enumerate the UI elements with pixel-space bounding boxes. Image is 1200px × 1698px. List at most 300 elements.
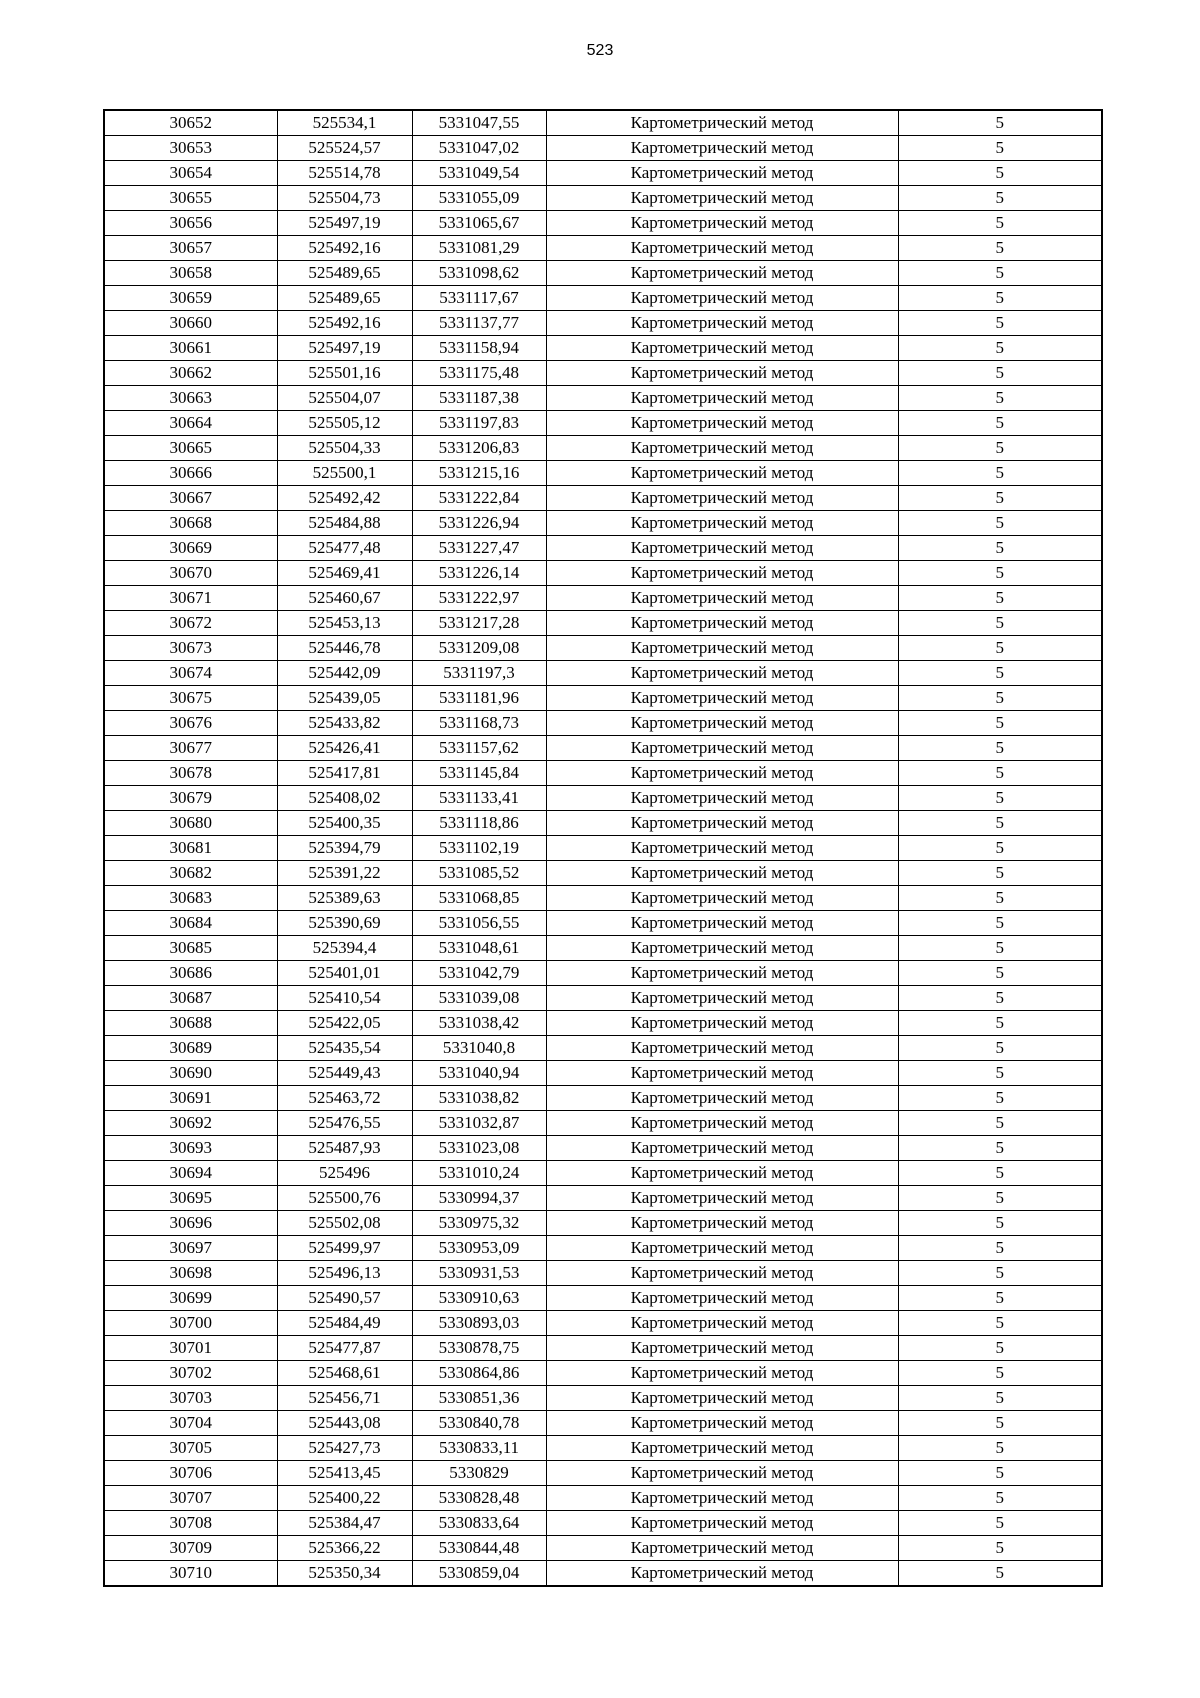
point-number-cell: 30680 xyxy=(104,811,277,836)
precision-cell: 5 xyxy=(898,886,1102,911)
table-row xyxy=(104,261,1102,286)
x-coordinate-cell: 525492,16 xyxy=(277,236,412,261)
precision-cell: 5 xyxy=(898,110,1102,136)
precision-cell: 5 xyxy=(898,1436,1102,1461)
point-number-cell: 30663 xyxy=(104,386,277,411)
point-number-cell: 30683 xyxy=(104,886,277,911)
y-coordinate-cell: 5331145,84 xyxy=(412,761,546,786)
table-row xyxy=(104,536,1102,561)
y-coordinate-cell: 5331197,3 xyxy=(412,661,546,686)
method-cell: Картометрический метод xyxy=(546,1211,898,1236)
y-coordinate-cell: 5331209,08 xyxy=(412,636,546,661)
point-number-cell: 30694 xyxy=(104,1161,277,1186)
table-row xyxy=(104,836,1102,861)
method-cell: Картометрический метод xyxy=(546,586,898,611)
precision-cell: 5 xyxy=(898,461,1102,486)
x-coordinate-cell: 525384,47 xyxy=(277,1511,412,1536)
x-coordinate-cell: 525484,88 xyxy=(277,511,412,536)
table-row xyxy=(104,1136,1102,1161)
point-number-cell: 30707 xyxy=(104,1486,277,1511)
table-row xyxy=(104,661,1102,686)
x-coordinate-cell: 525492,42 xyxy=(277,486,412,511)
method-cell: Картометрический метод xyxy=(546,186,898,211)
x-coordinate-cell: 525504,07 xyxy=(277,386,412,411)
precision-cell: 5 xyxy=(898,1286,1102,1311)
method-cell: Картометрический метод xyxy=(546,936,898,961)
method-cell: Картометрический метод xyxy=(546,911,898,936)
point-number-cell: 30701 xyxy=(104,1336,277,1361)
method-cell: Картометрический метод xyxy=(546,1086,898,1111)
precision-cell: 5 xyxy=(898,261,1102,286)
point-number-cell: 30705 xyxy=(104,1436,277,1461)
method-cell: Картометрический метод xyxy=(546,1236,898,1261)
y-coordinate-cell: 5331217,28 xyxy=(412,611,546,636)
point-number-cell: 30692 xyxy=(104,1111,277,1136)
precision-cell: 5 xyxy=(898,711,1102,736)
x-coordinate-cell: 525497,19 xyxy=(277,211,412,236)
table-row xyxy=(104,1436,1102,1461)
precision-cell: 5 xyxy=(898,761,1102,786)
y-coordinate-cell: 5331038,42 xyxy=(412,1011,546,1036)
y-coordinate-cell: 5331206,83 xyxy=(412,436,546,461)
y-coordinate-cell: 5330851,36 xyxy=(412,1386,546,1411)
method-cell: Картометрический метод xyxy=(546,110,898,136)
x-coordinate-cell: 525489,65 xyxy=(277,286,412,311)
method-cell: Картометрический метод xyxy=(546,236,898,261)
method-cell: Картометрический метод xyxy=(546,961,898,986)
table-row xyxy=(104,911,1102,936)
point-number-cell: 30657 xyxy=(104,236,277,261)
y-coordinate-cell: 5331098,62 xyxy=(412,261,546,286)
y-coordinate-cell: 5331222,97 xyxy=(412,586,546,611)
point-number-cell: 30704 xyxy=(104,1411,277,1436)
table-row xyxy=(104,461,1102,486)
x-coordinate-cell: 525489,65 xyxy=(277,261,412,286)
y-coordinate-cell: 5331085,52 xyxy=(412,861,546,886)
x-coordinate-cell: 525456,71 xyxy=(277,1386,412,1411)
y-coordinate-cell: 5331102,19 xyxy=(412,836,546,861)
precision-cell: 5 xyxy=(898,336,1102,361)
point-number-cell: 30679 xyxy=(104,786,277,811)
table-row xyxy=(104,586,1102,611)
x-coordinate-cell: 525504,73 xyxy=(277,186,412,211)
precision-cell: 5 xyxy=(898,186,1102,211)
y-coordinate-cell: 5331081,29 xyxy=(412,236,546,261)
table-row xyxy=(104,336,1102,361)
y-coordinate-cell: 5331215,16 xyxy=(412,461,546,486)
table-row xyxy=(104,211,1102,236)
method-cell: Картометрический метод xyxy=(546,136,898,161)
y-coordinate-cell: 5330859,04 xyxy=(412,1561,546,1587)
table-row xyxy=(104,1561,1102,1587)
point-number-cell: 30661 xyxy=(104,336,277,361)
table-row xyxy=(104,1186,1102,1211)
y-coordinate-cell: 5330833,64 xyxy=(412,1511,546,1536)
table-row xyxy=(104,986,1102,1011)
x-coordinate-cell: 525453,13 xyxy=(277,611,412,636)
y-coordinate-cell: 5330864,86 xyxy=(412,1361,546,1386)
point-number-cell: 30669 xyxy=(104,536,277,561)
point-number-cell: 30681 xyxy=(104,836,277,861)
table-row xyxy=(104,711,1102,736)
method-cell: Картометрический метод xyxy=(546,1361,898,1386)
method-cell: Картометрический метод xyxy=(546,636,898,661)
y-coordinate-cell: 5331187,38 xyxy=(412,386,546,411)
point-number-cell: 30666 xyxy=(104,461,277,486)
precision-cell: 5 xyxy=(898,1086,1102,1111)
x-coordinate-cell: 525468,61 xyxy=(277,1361,412,1386)
precision-cell: 5 xyxy=(898,1411,1102,1436)
method-cell: Картометрический метод xyxy=(546,811,898,836)
y-coordinate-cell: 5331181,96 xyxy=(412,686,546,711)
table-row xyxy=(104,786,1102,811)
point-number-cell: 30653 xyxy=(104,136,277,161)
method-cell: Картометрический метод xyxy=(546,1286,898,1311)
x-coordinate-cell: 525408,02 xyxy=(277,786,412,811)
x-coordinate-cell: 525410,54 xyxy=(277,986,412,1011)
x-coordinate-cell: 525400,22 xyxy=(277,1486,412,1511)
precision-cell: 5 xyxy=(898,1261,1102,1286)
x-coordinate-cell: 525500,76 xyxy=(277,1186,412,1211)
y-coordinate-cell: 5331023,08 xyxy=(412,1136,546,1161)
y-coordinate-cell: 5331168,73 xyxy=(412,711,546,736)
method-cell: Картометрический метод xyxy=(546,1111,898,1136)
table-row xyxy=(104,1311,1102,1336)
x-coordinate-cell: 525446,78 xyxy=(277,636,412,661)
method-cell: Картометрический метод xyxy=(546,711,898,736)
y-coordinate-cell: 5331118,86 xyxy=(412,811,546,836)
precision-cell: 5 xyxy=(898,936,1102,961)
point-number-cell: 30700 xyxy=(104,1311,277,1336)
method-cell: Картометрический метод xyxy=(546,1161,898,1186)
method-cell: Картометрический метод xyxy=(546,1461,898,1486)
point-number-cell: 30675 xyxy=(104,686,277,711)
x-coordinate-cell: 525460,67 xyxy=(277,586,412,611)
method-cell: Картометрический метод xyxy=(546,686,898,711)
x-coordinate-cell: 525366,22 xyxy=(277,1536,412,1561)
method-cell: Картометрический метод xyxy=(546,286,898,311)
precision-cell: 5 xyxy=(898,586,1102,611)
precision-cell: 5 xyxy=(898,161,1102,186)
x-coordinate-cell: 525427,73 xyxy=(277,1436,412,1461)
precision-cell: 5 xyxy=(898,1461,1102,1486)
method-cell: Картометрический метод xyxy=(546,161,898,186)
table-row xyxy=(104,386,1102,411)
x-coordinate-cell: 525476,55 xyxy=(277,1111,412,1136)
y-coordinate-cell: 5331055,09 xyxy=(412,186,546,211)
method-cell: Картометрический метод xyxy=(546,1386,898,1411)
y-coordinate-cell: 5331039,08 xyxy=(412,986,546,1011)
y-coordinate-cell: 5331048,61 xyxy=(412,936,546,961)
method-cell: Картометрический метод xyxy=(546,1411,898,1436)
point-number-cell: 30654 xyxy=(104,161,277,186)
table-row xyxy=(104,961,1102,986)
y-coordinate-cell: 5331226,14 xyxy=(412,561,546,586)
point-number-cell: 30659 xyxy=(104,286,277,311)
x-coordinate-cell: 525514,78 xyxy=(277,161,412,186)
y-coordinate-cell: 5330844,48 xyxy=(412,1536,546,1561)
precision-cell: 5 xyxy=(898,1386,1102,1411)
precision-cell: 5 xyxy=(898,486,1102,511)
y-coordinate-cell: 5331038,82 xyxy=(412,1086,546,1111)
point-number-cell: 30656 xyxy=(104,211,277,236)
x-coordinate-cell: 525390,69 xyxy=(277,911,412,936)
method-cell: Картометрический метод xyxy=(546,986,898,1011)
x-coordinate-cell: 525394,79 xyxy=(277,836,412,861)
point-number-cell: 30671 xyxy=(104,586,277,611)
y-coordinate-cell: 5330975,32 xyxy=(412,1211,546,1236)
y-coordinate-cell: 5331040,94 xyxy=(412,1061,546,1086)
table-row xyxy=(104,436,1102,461)
x-coordinate-cell: 525422,05 xyxy=(277,1011,412,1036)
y-coordinate-cell: 5330953,09 xyxy=(412,1236,546,1261)
precision-cell: 5 xyxy=(898,1561,1102,1587)
y-coordinate-cell: 5331222,84 xyxy=(412,486,546,511)
x-coordinate-cell: 525426,41 xyxy=(277,736,412,761)
page-number: 523 xyxy=(586,42,614,59)
x-coordinate-cell: 525490,57 xyxy=(277,1286,412,1311)
precision-cell: 5 xyxy=(898,986,1102,1011)
table-row xyxy=(104,1211,1102,1236)
table-row xyxy=(104,811,1102,836)
y-coordinate-cell: 5330910,63 xyxy=(412,1286,546,1311)
y-coordinate-cell: 5331175,48 xyxy=(412,361,546,386)
table-row xyxy=(104,561,1102,586)
point-number-cell: 30703 xyxy=(104,1386,277,1411)
y-coordinate-cell: 5331158,94 xyxy=(412,336,546,361)
table-row xyxy=(104,1411,1102,1436)
point-number-cell: 30698 xyxy=(104,1261,277,1286)
coordinates-table xyxy=(103,109,1103,1587)
point-number-cell: 30684 xyxy=(104,911,277,936)
method-cell: Картометрический метод xyxy=(546,1561,898,1587)
method-cell: Картометрический метод xyxy=(546,511,898,536)
point-number-cell: 30696 xyxy=(104,1211,277,1236)
precision-cell: 5 xyxy=(898,386,1102,411)
y-coordinate-cell: 5331068,85 xyxy=(412,886,546,911)
precision-cell: 5 xyxy=(898,361,1102,386)
method-cell: Картометрический метод xyxy=(546,1536,898,1561)
x-coordinate-cell: 525484,49 xyxy=(277,1311,412,1336)
table-row xyxy=(104,1111,1102,1136)
point-number-cell: 30687 xyxy=(104,986,277,1011)
x-coordinate-cell: 525391,22 xyxy=(277,861,412,886)
point-number-cell: 30660 xyxy=(104,311,277,336)
table-row xyxy=(104,1386,1102,1411)
x-coordinate-cell: 525469,41 xyxy=(277,561,412,586)
table-row xyxy=(104,636,1102,661)
method-cell: Картометрический метод xyxy=(546,611,898,636)
precision-cell: 5 xyxy=(898,1211,1102,1236)
precision-cell: 5 xyxy=(898,911,1102,936)
x-coordinate-cell: 525504,33 xyxy=(277,436,412,461)
point-number-cell: 30686 xyxy=(104,961,277,986)
table-row xyxy=(104,236,1102,261)
x-coordinate-cell: 525433,82 xyxy=(277,711,412,736)
precision-cell: 5 xyxy=(898,311,1102,336)
table-row xyxy=(104,486,1102,511)
precision-cell: 5 xyxy=(898,1011,1102,1036)
precision-cell: 5 xyxy=(898,1136,1102,1161)
point-number-cell: 30677 xyxy=(104,736,277,761)
x-coordinate-cell: 525524,57 xyxy=(277,136,412,161)
precision-cell: 5 xyxy=(898,786,1102,811)
method-cell: Картометрический метод xyxy=(546,1511,898,1536)
method-cell: Картометрический метод xyxy=(546,211,898,236)
precision-cell: 5 xyxy=(898,1486,1102,1511)
precision-cell: 5 xyxy=(898,961,1102,986)
table-row xyxy=(104,1286,1102,1311)
method-cell: Картометрический метод xyxy=(546,336,898,361)
method-cell: Картометрический метод xyxy=(546,536,898,561)
table-row xyxy=(104,1086,1102,1111)
y-coordinate-cell: 5331197,83 xyxy=(412,411,546,436)
table-row xyxy=(104,161,1102,186)
point-number-cell: 30670 xyxy=(104,561,277,586)
x-coordinate-cell: 525499,97 xyxy=(277,1236,412,1261)
precision-cell: 5 xyxy=(898,1361,1102,1386)
method-cell: Картометрический метод xyxy=(546,386,898,411)
precision-cell: 5 xyxy=(898,1311,1102,1336)
method-cell: Картометрический метод xyxy=(546,1011,898,1036)
y-coordinate-cell: 5330893,03 xyxy=(412,1311,546,1336)
method-cell: Картометрический метод xyxy=(546,561,898,586)
point-number-cell: 30678 xyxy=(104,761,277,786)
x-coordinate-cell: 525477,87 xyxy=(277,1336,412,1361)
x-coordinate-cell: 525496 xyxy=(277,1161,412,1186)
table-row xyxy=(104,861,1102,886)
x-coordinate-cell: 525417,81 xyxy=(277,761,412,786)
table-row xyxy=(104,110,1102,136)
point-number-cell: 30674 xyxy=(104,661,277,686)
x-coordinate-cell: 525477,48 xyxy=(277,536,412,561)
x-coordinate-cell: 525501,16 xyxy=(277,361,412,386)
table-row xyxy=(104,1236,1102,1261)
y-coordinate-cell: 5331010,24 xyxy=(412,1161,546,1186)
x-coordinate-cell: 525534,1 xyxy=(277,110,412,136)
table-row xyxy=(104,361,1102,386)
table-row xyxy=(104,611,1102,636)
table-row xyxy=(104,736,1102,761)
point-number-cell: 30706 xyxy=(104,1461,277,1486)
table-row xyxy=(104,936,1102,961)
precision-cell: 5 xyxy=(898,411,1102,436)
precision-cell: 5 xyxy=(898,536,1102,561)
table-row xyxy=(104,1336,1102,1361)
table-body xyxy=(104,110,1102,1586)
table-row xyxy=(104,1161,1102,1186)
table-row xyxy=(104,286,1102,311)
method-cell: Картометрический метод xyxy=(546,786,898,811)
method-cell: Картометрический метод xyxy=(546,411,898,436)
method-cell: Картометрический метод xyxy=(546,461,898,486)
precision-cell: 5 xyxy=(898,211,1102,236)
method-cell: Картометрический метод xyxy=(546,661,898,686)
x-coordinate-cell: 525492,16 xyxy=(277,311,412,336)
precision-cell: 5 xyxy=(898,1061,1102,1086)
precision-cell: 5 xyxy=(898,1336,1102,1361)
table-row xyxy=(104,1011,1102,1036)
table-row xyxy=(104,411,1102,436)
table-row xyxy=(104,886,1102,911)
y-coordinate-cell: 5331047,02 xyxy=(412,136,546,161)
point-number-cell: 30673 xyxy=(104,636,277,661)
y-coordinate-cell: 5330828,48 xyxy=(412,1486,546,1511)
y-coordinate-cell: 5331137,77 xyxy=(412,311,546,336)
x-coordinate-cell: 525500,1 xyxy=(277,461,412,486)
x-coordinate-cell: 525394,4 xyxy=(277,936,412,961)
point-number-cell: 30690 xyxy=(104,1061,277,1086)
x-coordinate-cell: 525487,93 xyxy=(277,1136,412,1161)
precision-cell: 5 xyxy=(898,1511,1102,1536)
table-row xyxy=(104,686,1102,711)
x-coordinate-cell: 525389,63 xyxy=(277,886,412,911)
table-row xyxy=(104,1511,1102,1536)
y-coordinate-cell: 5331040,8 xyxy=(412,1036,546,1061)
method-cell: Картометрический метод xyxy=(546,1261,898,1286)
y-coordinate-cell: 5331227,47 xyxy=(412,536,546,561)
table-row xyxy=(104,311,1102,336)
point-number-cell: 30676 xyxy=(104,711,277,736)
point-number-cell: 30708 xyxy=(104,1511,277,1536)
point-number-cell: 30662 xyxy=(104,361,277,386)
precision-cell: 5 xyxy=(898,286,1102,311)
point-number-cell: 30668 xyxy=(104,511,277,536)
precision-cell: 5 xyxy=(898,1536,1102,1561)
table-row xyxy=(104,186,1102,211)
y-coordinate-cell: 5331133,41 xyxy=(412,786,546,811)
y-coordinate-cell: 5331117,67 xyxy=(412,286,546,311)
method-cell: Картометрический метод xyxy=(546,261,898,286)
point-number-cell: 30710 xyxy=(104,1561,277,1587)
point-number-cell: 30658 xyxy=(104,261,277,286)
precision-cell: 5 xyxy=(898,611,1102,636)
point-number-cell: 30664 xyxy=(104,411,277,436)
method-cell: Картометрический метод xyxy=(546,736,898,761)
table-row xyxy=(104,1361,1102,1386)
precision-cell: 5 xyxy=(898,811,1102,836)
x-coordinate-cell: 525442,09 xyxy=(277,661,412,686)
x-coordinate-cell: 525502,08 xyxy=(277,1211,412,1236)
x-coordinate-cell: 525401,01 xyxy=(277,961,412,986)
point-number-cell: 30697 xyxy=(104,1236,277,1261)
y-coordinate-cell: 5330829 xyxy=(412,1461,546,1486)
point-number-cell: 30702 xyxy=(104,1361,277,1386)
point-number-cell: 30652 xyxy=(104,110,277,136)
method-cell: Картометрический метод xyxy=(546,361,898,386)
precision-cell: 5 xyxy=(898,636,1102,661)
x-coordinate-cell: 525505,12 xyxy=(277,411,412,436)
method-cell: Картометрический метод xyxy=(546,761,898,786)
y-coordinate-cell: 5331032,87 xyxy=(412,1111,546,1136)
precision-cell: 5 xyxy=(898,1111,1102,1136)
method-cell: Картометрический метод xyxy=(546,486,898,511)
point-number-cell: 30667 xyxy=(104,486,277,511)
x-coordinate-cell: 525435,54 xyxy=(277,1036,412,1061)
y-coordinate-cell: 5331047,55 xyxy=(412,110,546,136)
x-coordinate-cell: 525463,72 xyxy=(277,1086,412,1111)
table-row xyxy=(104,1536,1102,1561)
precision-cell: 5 xyxy=(898,1236,1102,1261)
precision-cell: 5 xyxy=(898,436,1102,461)
y-coordinate-cell: 5331226,94 xyxy=(412,511,546,536)
point-number-cell: 30685 xyxy=(104,936,277,961)
x-coordinate-cell: 525497,19 xyxy=(277,336,412,361)
method-cell: Картометрический метод xyxy=(546,861,898,886)
point-number-cell: 30655 xyxy=(104,186,277,211)
table-row xyxy=(104,1261,1102,1286)
x-coordinate-cell: 525449,43 xyxy=(277,1061,412,1086)
